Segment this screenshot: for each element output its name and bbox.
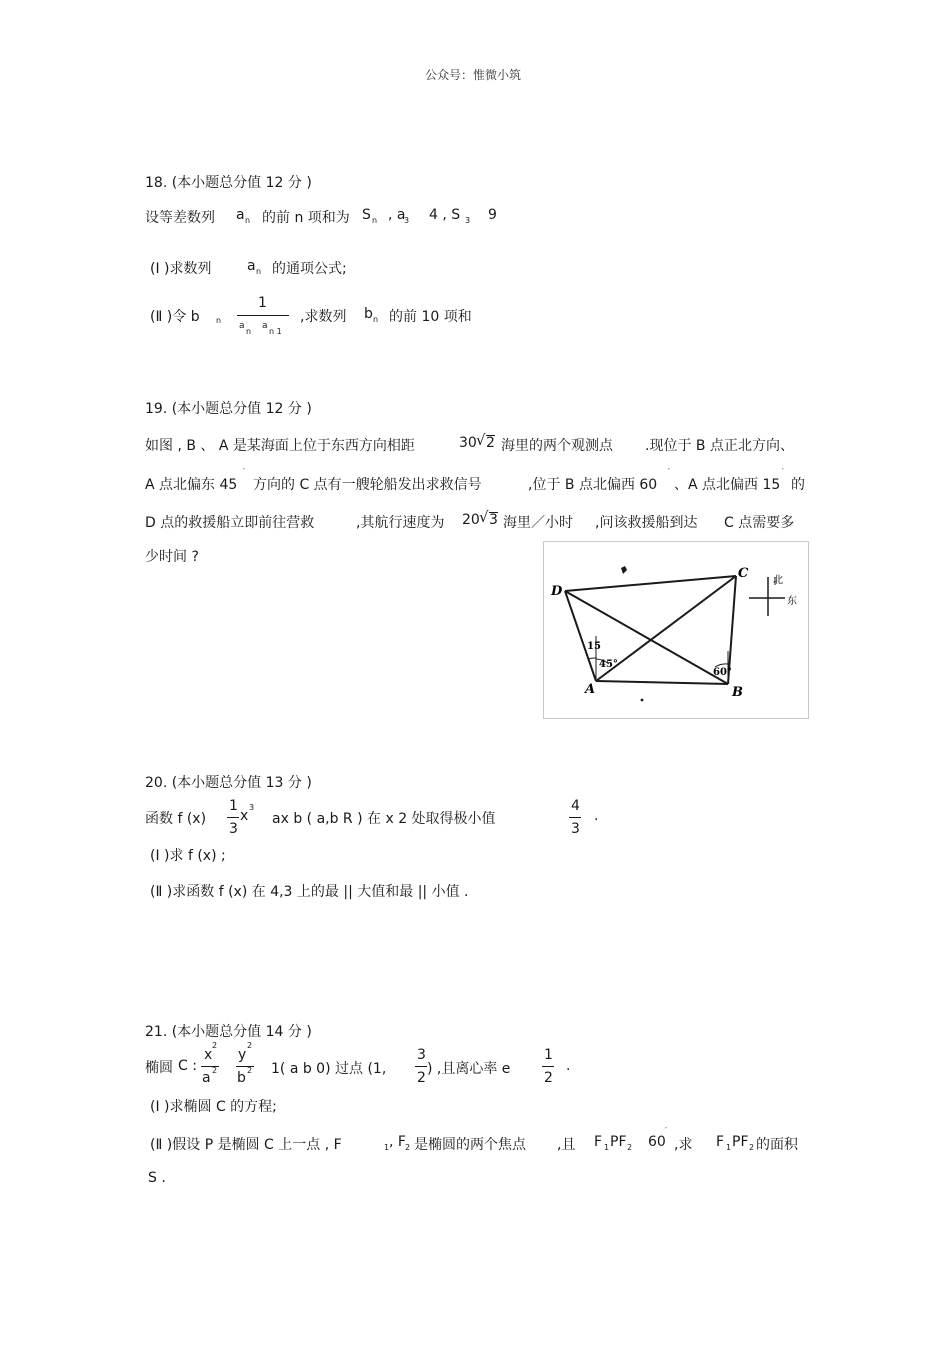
q18-frac-den-b-sub: n 1 — [269, 327, 282, 336]
q18-fraction-bar — [237, 315, 289, 316]
q21-point-den: 2 — [417, 1070, 426, 1086]
angle-label-60: 60° — [713, 667, 732, 678]
q21-text-b: 1( a b 0) 过点 (1, — [271, 1061, 387, 1077]
q19-l3-coef: 20 — [462, 512, 480, 528]
q21-p2-sub2: 2 — [405, 1143, 411, 1152]
point-label-A: A — [585, 682, 596, 697]
q20-x: x — [240, 808, 249, 824]
q21-p2-F2: , F — [389, 1134, 406, 1150]
q21-p2-sub1: 1 — [384, 1143, 390, 1152]
point-label-B: B — [732, 685, 743, 700]
point-label-C: C — [738, 566, 749, 581]
q19-l3-text3: 海里／小时 — [503, 515, 573, 531]
q21-part1: (Ⅰ )求椭圆 C 的方程; — [150, 1099, 277, 1115]
q19-l2-text4: 、A 点北偏西 15 — [674, 477, 781, 493]
q19-title: 19. (本小题总分值 12 分 ) — [145, 401, 312, 417]
q21-p2-sub3: 1 — [604, 1143, 610, 1152]
q18-part1-an-sub: n — [256, 267, 262, 276]
q18-part2-rest2: 的前 10 项和 — [389, 309, 472, 325]
q19-l1-coef: 30 — [459, 435, 477, 451]
compass-east-label: 东 — [787, 596, 797, 607]
q18-text-a: 设等差数列 — [145, 210, 215, 226]
q18-part2-bn: b — [364, 306, 373, 322]
q21-b: b — [237, 1070, 246, 1086]
q21-p2-text2: 是椭圆的两个焦点 — [414, 1137, 526, 1153]
q21-p2-text3: ,且 — [557, 1137, 576, 1153]
q18-part2-bn-sub: n — [373, 315, 379, 324]
q21-p2-sub6: 2 — [749, 1143, 755, 1152]
q18-title: 18. (本小题总分值 12 分 ) — [145, 175, 312, 191]
q18-frac-den-a: a — [239, 321, 245, 331]
q19-l3-text5: C 点需要多 — [724, 515, 795, 531]
q20-text-a: 函数 f (x) — [145, 811, 207, 827]
q21-e-num: 1 — [544, 1047, 553, 1063]
q20-value-num: 4 — [571, 798, 580, 814]
q18-S3-sub: 3 — [465, 216, 471, 225]
q18-a3-sub: 3 — [404, 216, 410, 225]
q21-p2-sub4: 2 — [627, 1143, 633, 1152]
q18-an: a — [236, 207, 245, 223]
dot-mark-icon — [641, 699, 644, 702]
q18-frac-numerator: 1 — [258, 295, 267, 311]
q19-l1-text2: 海里的两个观测点 — [501, 438, 613, 454]
q19-l1-radicand: 2 — [486, 435, 495, 451]
q18-text-c: , a — [388, 207, 406, 223]
q21-p2-F-b: F — [716, 1134, 725, 1150]
q18-an-sub: n — [245, 216, 251, 225]
q18-text-e: 9 — [488, 207, 497, 223]
q21-e-bar — [542, 1066, 554, 1067]
q19-l1-text: 如图 , B 、 A 是某海面上位于东西方向相距 — [145, 438, 415, 454]
point-label-D: D — [551, 584, 563, 599]
q21-x-sup: 2 — [212, 1041, 218, 1050]
compass-north-label: 北 — [773, 575, 783, 586]
q21-text-a: 椭圆 — [145, 1060, 173, 1076]
q20-part2: (Ⅱ )求函数 f (x) 在 4,3 上的最 || 大值和最 || 小值 . — [150, 884, 469, 900]
q19-line4: 少时间 ? — [145, 549, 199, 565]
q21-p2-angle: 60 — [648, 1134, 666, 1150]
q21-title: 21. (本小题总分值 14 分 ) — [145, 1024, 312, 1040]
q20-value-den: 3 — [571, 821, 580, 837]
q21-x: x — [204, 1047, 213, 1063]
sqrt-icon: √ — [476, 431, 486, 449]
q20-value-bar — [569, 817, 581, 818]
degree-mark: ′ — [782, 467, 784, 476]
q21-p2-PF: PF — [610, 1134, 627, 1150]
q18-part2-b-sub: n — [216, 316, 222, 325]
q18-part1-num: (Ⅰ )求数列 — [150, 261, 212, 277]
sqrt-icon: √ — [479, 508, 489, 526]
q21-period: . — [566, 1058, 571, 1074]
q20-period: . — [594, 808, 599, 824]
q20-frac-num: 1 — [229, 798, 238, 814]
q19-l2-text3: ,位于 B 点北偏西 60 — [528, 477, 658, 493]
q21-y-sup: 2 — [247, 1041, 253, 1050]
q21-p2-text5: 的面积 — [756, 1137, 798, 1153]
q21-point-num: 3 — [417, 1047, 426, 1063]
q19-l3-text: D 点的救援船立即前往营救 — [145, 515, 315, 531]
q19-l3-radicand: 3 — [489, 512, 498, 528]
q19-l2-text2: 方向的 C 点有一艘轮船发出求救信号 — [253, 477, 482, 493]
q21-p2-text4: ,求 — [674, 1137, 693, 1153]
q21-part2-tail: S . — [148, 1170, 166, 1186]
q18-frac-den-b: a — [262, 321, 268, 331]
q21-e-den: 2 — [544, 1070, 553, 1086]
q20-fraction-bar — [227, 817, 239, 818]
q18-text-d: 4 , S — [429, 207, 461, 223]
q21-C: C : — [178, 1058, 197, 1074]
q19-l2-text5: 的 — [791, 477, 805, 493]
q21-b-sup: 2 — [247, 1066, 253, 1075]
q19-l3-text2: ,其航行速度为 — [356, 515, 445, 531]
q20-frac-den: 3 — [229, 821, 238, 837]
q18-S: S — [362, 207, 371, 223]
q21-p2-PF-b: PF — [732, 1134, 749, 1150]
q18-part2-num: (Ⅱ )令 b — [150, 309, 200, 325]
q19-figure — [543, 541, 809, 719]
q21-p2-F: F — [594, 1134, 603, 1150]
page-header: 公众号：惟微小筑 — [425, 68, 522, 82]
degree-mark: ′ — [668, 467, 670, 476]
q21-p2-text: (Ⅱ )假设 P 是椭圆 C 上一点 , F — [150, 1137, 342, 1153]
q20-x-sup: 3 — [249, 803, 255, 812]
q21-y: y — [238, 1047, 247, 1063]
degree-mark: ′ — [665, 1126, 667, 1135]
q19-l1-text3: .现位于 B 点正北方向、 — [645, 438, 794, 454]
angle-label-45: 45° — [599, 659, 618, 670]
degree-mark: ′ — [243, 467, 245, 476]
q21-p2-sub5: 1 — [726, 1143, 732, 1152]
q20-title: 20. (本小题总分值 13 分 ) — [145, 775, 312, 791]
q18-part1-an: a — [247, 258, 256, 274]
q21-a: a — [202, 1070, 211, 1086]
q18-part1-rest: 的通项公式; — [272, 261, 347, 277]
q18-S-sub: n — [372, 216, 378, 225]
q21-text-c: ) ,且离心率 e — [427, 1061, 511, 1077]
figure-frame — [544, 542, 809, 719]
q19-l3-text4: ,问该救援船到达 — [595, 515, 698, 531]
q20-text-b: ax b ( a,b R ) 在 x 2 处取得极小值 — [272, 811, 496, 827]
angle-label-15: 15 — [587, 641, 601, 652]
q21-point-bar — [415, 1066, 427, 1067]
q18-part2-rest1: ,求数列 — [300, 309, 347, 325]
q21-a-sup: 2 — [212, 1066, 218, 1075]
q18-frac-den-a-sub: n — [246, 327, 252, 336]
q18-text-b: 的前 n 项和为 — [262, 210, 350, 226]
q19-l2-text: A 点北偏东 45 — [145, 477, 238, 493]
q20-part1: (Ⅰ )求 f (x) ; — [150, 848, 226, 864]
